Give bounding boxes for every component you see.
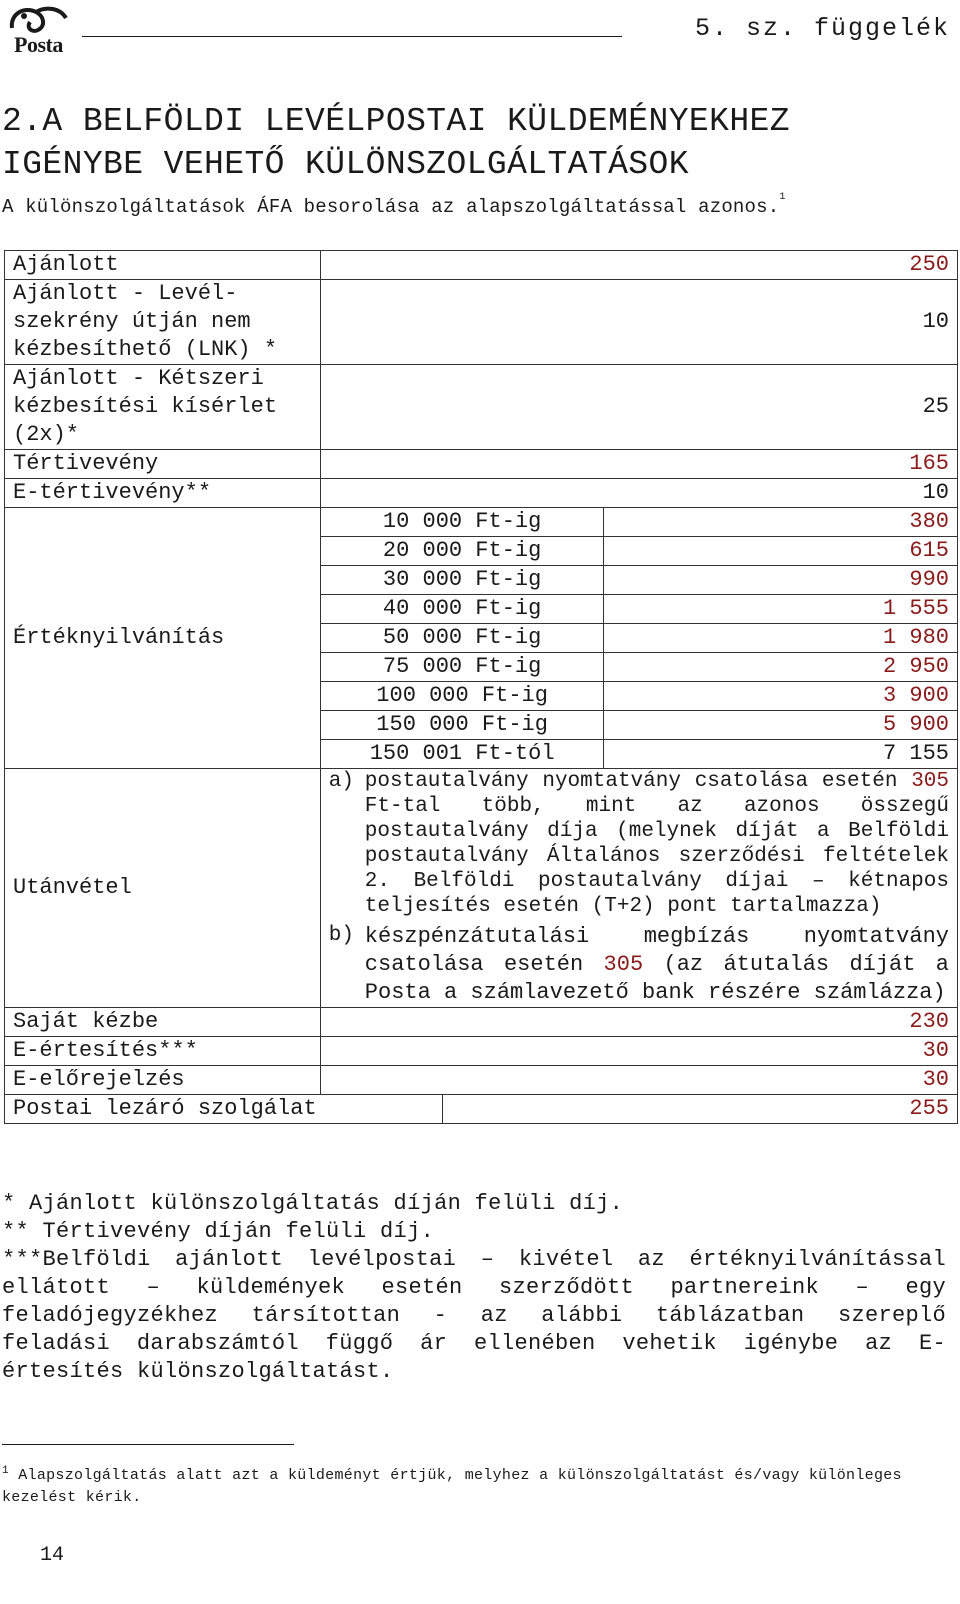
note-return-receipt: ** Tértivevény díján felüli díj. [2,1219,435,1244]
note-e-notification: ***Belföldi ajánlott levélpostai – kivétel az értéknyilvánítással ellátott – küldemények esetén szerződött partnereink – egy feladójegyzékhez társítottan - az alábbi táblázatban szereplő feladási darabszámtól függő ár ellenében vehetik igénybe az E-értesítés különszolgáltatást. [2,1247,946,1384]
vat-note [2,192,786,218]
footnote [2,1460,932,1509]
option-letter: a) [328,770,355,793]
table-row [5,508,958,537]
fee-value: 5 900 [604,711,958,740]
fee-value: 165 [320,450,957,479]
fee-value: 615 [604,537,958,566]
fee-value: 255 [442,1095,957,1124]
option-text-part: Ft-tal több, mint az azonos összegű postautalvány díja (melynek díját a Belföldi postautalvány Általános szerződési feltételek 2. Belföldi postautalvány díjai – kétnapos teljesítés esetén (T+2) pont tartalmazza) [364,795,949,918]
cod-option-a [329,769,949,919]
service-label: E-tértivevény** [5,479,321,508]
fee-value: 10 [320,280,957,365]
option-text-part: készpénzátutalási megbízás nyomtatvány csatolása esetén [364,924,949,977]
option-text [365,769,949,919]
value-range: 30 000 Ft-ig [320,566,604,595]
fee-value: 25 [320,365,957,450]
table-row [5,450,958,479]
table-row [5,1008,958,1037]
table-notes [2,1190,946,1386]
value-range: 40 000 Ft-ig [320,595,604,624]
vat-note-text: A különszolgáltatások ÁFA besorolása az alapszolgáltatással azonos. [2,196,780,218]
footnote-rule [2,1444,294,1445]
note-registered: * Ajánlott különszolgáltatás díján felüli díj. [2,1191,624,1216]
posthorn-icon [6,2,70,36]
cod-option-b [329,923,949,1007]
value-range: 150 001 Ft-tól [320,740,604,769]
fee-table [4,250,958,1124]
fee-value: 380 [604,508,958,537]
table-row [5,280,958,365]
fee-value: 2 950 [604,653,958,682]
fee-value: 250 [320,251,957,280]
fee-value: 30 [320,1066,957,1095]
footnote-mark: 1 [2,1465,9,1477]
value-range: 75 000 Ft-ig [320,653,604,682]
header-rule [82,36,622,37]
option-text-part: (az átutalás díját a Posta a számlavezető bank részére számlázza) [364,952,950,1005]
service-label [5,365,321,450]
label-line: kézbesíthető (LNK) * [13,337,278,362]
service-label [5,280,321,365]
value-range: 20 000 Ft-ig [320,537,604,566]
value-range: 10 000 Ft-ig [320,508,604,537]
value-range: 150 000 Ft-ig [320,711,604,740]
table-row [5,479,958,508]
value-range: 50 000 Ft-ig [320,624,604,653]
table-row [5,1037,958,1066]
fee-value: 1 980 [604,624,958,653]
appendix-label: 5. sz. függelék [694,14,950,43]
service-label: E-előrejelzés [5,1066,321,1095]
fee-value: 1 555 [604,595,958,624]
footnote-ref: 1 [779,192,786,203]
service-label: E-értesítés*** [5,1037,321,1066]
title-line-1: 2.A BELFÖLDI LEVÉLPOSTAI KÜLDEMÉNYEKHEZ [2,103,790,140]
fee-value: 30 [320,1037,957,1066]
fee-value: 990 [604,566,958,595]
logo-text: Posta [14,32,63,57]
service-label: Utánvétel [5,769,321,1008]
table-row [5,251,958,280]
label-line: Ajánlott - Levél- [13,281,238,306]
service-label: Tértivevény [5,450,321,479]
label-line: Ajánlott - Kétszeri [13,366,264,391]
title-line-2: IGÉNYBE VEHETŐ KÜLÖNSZOLGÁLTATÁSOK [2,146,689,183]
option-text [365,923,949,1007]
value-range: 100 000 Ft-ig [320,682,604,711]
footnote-text: Alapszolgáltatás alatt azt a küldeményt értjük, melyhez a különszolgáltatást és/vagy különleges kezelést kérik. [2,1467,902,1506]
table-row [5,365,958,450]
label-line: szekrény útján nem [13,309,251,334]
cod-fee: 305 [911,770,949,793]
table-row [5,769,958,1008]
label-line: kézbesítési kísérlet [13,394,278,419]
fee-value: 10 [320,479,957,508]
posta-logo [6,2,70,64]
page-title [2,100,790,186]
service-label: Értéknyilvánítás [5,508,321,769]
option-text-part: postautalvány nyomtatvány csatolása esetén [364,770,898,793]
table-row [5,1095,958,1124]
service-label: Postai lezáró szolgálat [5,1095,443,1124]
option-letter: b) [328,924,355,947]
service-label: Saját kézbe [5,1008,321,1037]
cod-fee: 305 [603,952,644,977]
label-line: (2x)* [13,422,80,447]
table-row [5,1066,958,1095]
fee-value: 7 155 [604,740,958,769]
fee-value: 3 900 [604,682,958,711]
cod-options [320,769,957,1008]
service-label: Ajánlott [5,251,321,280]
fee-value: 230 [320,1008,957,1037]
page-number: 14 [40,1544,65,1567]
